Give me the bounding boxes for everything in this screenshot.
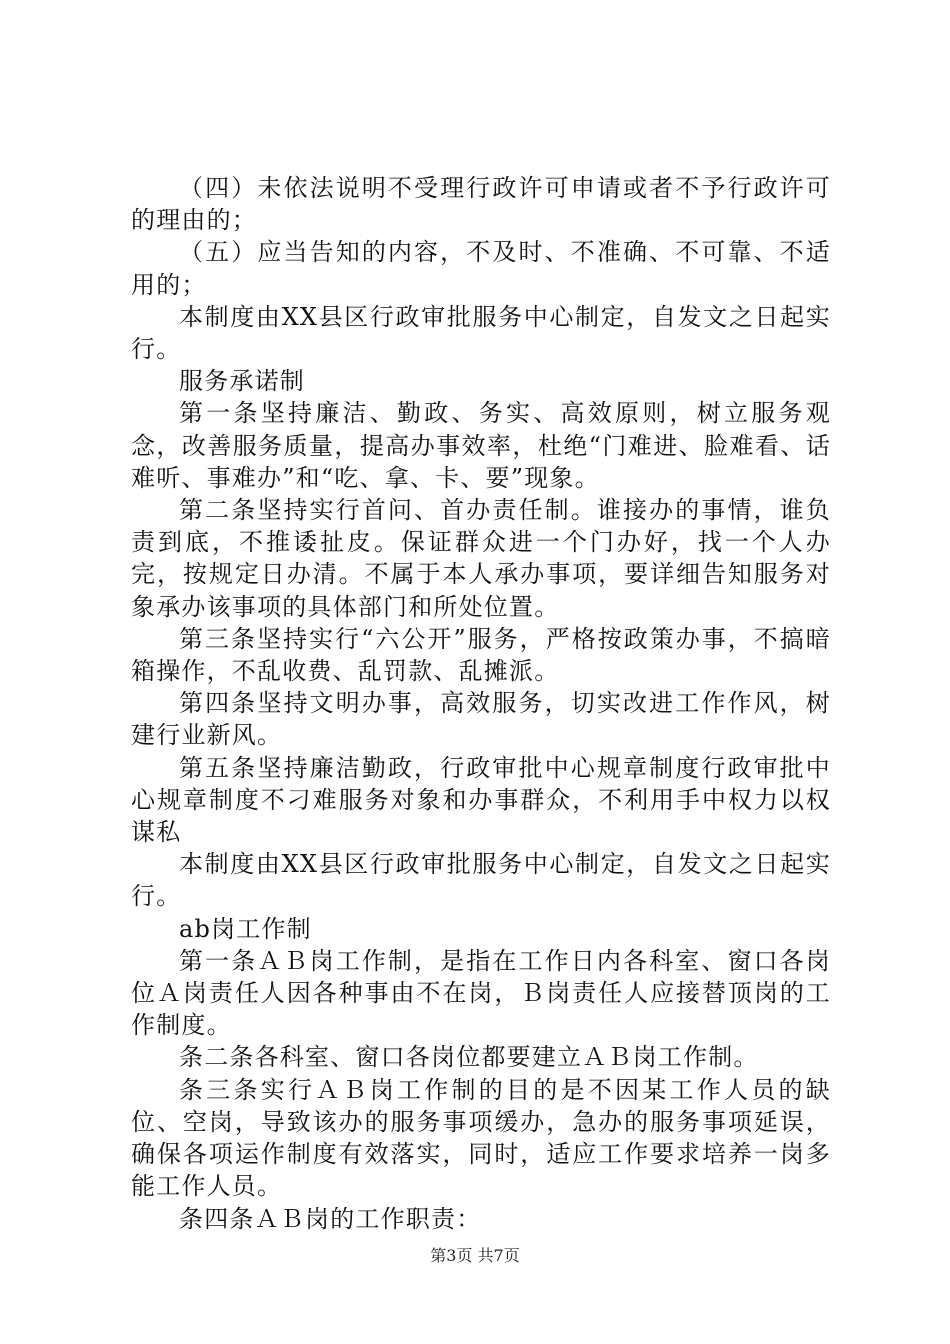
- paragraph-ab-article-2: 条二条各科室、窗口各岗位都要建立ＡＢ岗工作制。: [179, 1043, 759, 1072]
- page-number-footer: 第3页 共7页: [430, 1246, 520, 1265]
- paragraph-item-4-clause: （四）未依法说明不受理行政许可申请或者不予行政许可的理由的；: [131, 174, 831, 235]
- paragraph-article-1: 第一条坚持廉洁、勤政、务实、高效原则，树立服务观念，改善服务质量，提高办事效率，杜绝“门难进、脸难看、话难听、事难办”和“吃、拿、卡、要”现象。: [131, 399, 831, 492]
- paragraph-ab-article-4: 条四条ＡＢ岗的工作职责：: [179, 1204, 482, 1233]
- paragraph-ab-article-1: 第一条ＡＢ岗工作制，是指在工作日内各科室、窗口各岗位Ａ岗责任人因各种事由不在岗，Ｂ岗责任人应接替顶岗的工作制度。: [131, 946, 831, 1040]
- paragraph-article-4: 第四条坚持文明办事，高效服务，切实改进工作作风，树建行业新风。: [131, 689, 831, 750]
- paragraph-ab-article-3: 条三条实行ＡＢ岗工作制的目的是不因某工作人员的缺位、空岗，导致该办的服务事项缓办，急办的服务事项延误，确保各项运作制度有效落实，同时，适应工作要求培养一岗多能工作人员。: [131, 1075, 831, 1201]
- paragraph-item-5-clause: （五）应当告知的内容，不及时、不准确、不可靠、不适用的；: [131, 238, 831, 299]
- section-heading-service-commitment: 服务承诺制: [179, 367, 305, 396]
- document-body: [131, 172, 831, 1235]
- paragraph-article-5: 第五条坚持廉洁勤政，行政审批中心规章制度行政审批中心规章制度不刁难服务对象和办事群众，不利用手中权力以权谋私: [131, 753, 831, 847]
- paragraph-article-2: 第二条坚持实行首问、首办责任制。谁接办的事情，谁负责到底，不推诿扯皮。保证群众进一个门办好，找一个人办完，按规定日办清。不属于本人承办事项，要详细告知服务对象承办该事项的具体部门和所处位置。: [131, 496, 831, 621]
- paragraph-article-3: 第三条坚持实行“六公开”服务，严格按政策办事，不搞暗箱操作，不乱收费、乱罚款、乱摊派。: [131, 624, 831, 686]
- paragraph-effective-note: 本制度由XX县区行政审批服务中心制定，自发文之日起实行。: [131, 302, 831, 364]
- section-heading-ab-post: ab岗工作制: [179, 914, 312, 943]
- paragraph-effective-note-2: 本制度由XX县区行政审批服务中心制定，自发文之日起实行。: [131, 850, 831, 911]
